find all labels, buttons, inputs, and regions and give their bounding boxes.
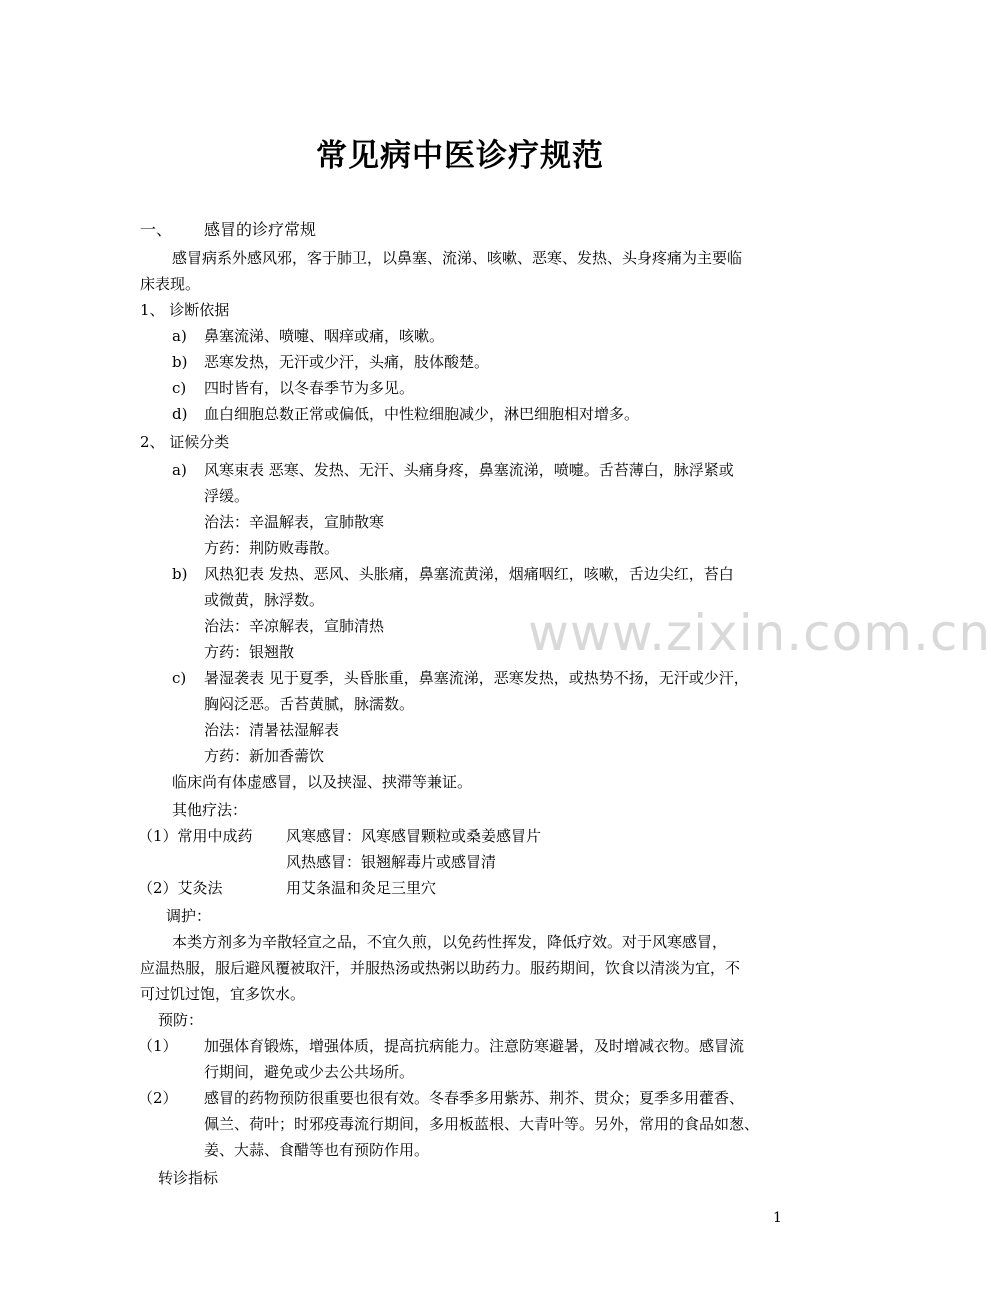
prevention-item: 感冒的药物预防很重要也很有效。冬春季多用紫苏、荆芥、贯众；夏季多用藿香、 [204, 1089, 745, 1107]
watermark: www.zixin.com.cn [528, 604, 991, 662]
paragraph-line: 可过饥过饱，宜多饮水。 [140, 985, 306, 1003]
list-marker: a) [172, 327, 187, 345]
syndrome-description: 暑湿袭表 见于夏季，头昏胀重，鼻塞流涕，恶寒发热，或热势不扬，无汗或少汗， [204, 669, 749, 687]
list-marker: （2） [138, 1089, 178, 1107]
document-title: 常见病中医诊疗规范 [316, 138, 604, 174]
therapy-label: （2）艾灸法 [138, 879, 223, 897]
treatment-method: 治法：清暑祛湿解表 [204, 721, 340, 739]
list-marker: b) [172, 353, 188, 371]
formula: 方药：新加香薷饮 [204, 747, 325, 765]
formula: 方药：荆防败毒散。 [204, 539, 340, 557]
list-item: 恶寒发热，无汗或少汗，头痛，肢体酸楚。 [204, 353, 490, 371]
list-marker: （1） [138, 1037, 178, 1055]
list-marker: a) [172, 461, 187, 479]
list-marker: c) [172, 669, 187, 687]
list-marker: d) [172, 405, 188, 423]
paragraph-line: 应温热服，服后避风覆被取汗，并服热汤或热粥以助药力。服药期间，饮食以清淡为宜，不 [140, 959, 741, 977]
syndrome-description: 或微黄，脉浮数。 [204, 591, 325, 609]
prevention-item: 姜、大蒜、食醋等也有预防作用。 [204, 1141, 430, 1159]
treatment-method: 治法：辛凉解表，宣肺清热 [204, 617, 385, 635]
page-number: 1 [773, 1210, 782, 1226]
section-number: 一、 [140, 220, 173, 239]
other-therapies-heading: 其他疗法： [172, 801, 248, 819]
prevention-item: 行期间，避免或少去公共场所。 [204, 1063, 415, 1081]
list-item: 鼻塞流涕、喷嚏、咽痒或痛，咳嗽。 [204, 327, 445, 345]
list-item: 血白细胞总数正常或偏低，中性粒细胞减少，淋巴细胞相对增多。 [204, 405, 640, 423]
paragraph-line: 床表现。 [140, 275, 201, 293]
clinical-note: 临床尚有体虚感冒，以及挟湿、挟滞等兼证。 [172, 773, 473, 791]
therapy-text: 用艾条温和灸足三里穴 [286, 879, 437, 897]
list-marker: c) [172, 379, 187, 397]
care-heading: 调护： [166, 907, 212, 925]
syndrome-description: 风热犯表 发热、恶风、头胀痛，鼻塞流黄涕，烟痛咽红，咳嗽，舌边尖红，苔白 [204, 565, 734, 583]
treatment-method: 治法：辛温解表，宣肺散寒 [204, 513, 385, 531]
paragraph-line: 本类方剂多为辛散轻宣之品，不宜久煎，以免药性挥发，降低疗效。对于风寒感冒， [172, 933, 728, 951]
syndrome-description: 浮缓。 [204, 487, 250, 505]
prevention-item: 加强体育锻炼，增强体质，提高抗病能力。注意防寒避暑，及时增减衣物。感冒流 [204, 1037, 745, 1055]
therapy-text: 风热感冒：银翘解毒片或感冒清 [286, 853, 497, 871]
syndrome-description: 胸闷泛恶。舌苔黄腻，脉濡数。 [204, 695, 415, 713]
prevention-item: 佩兰、荷叶；时邪疫毒流行期间，多用板蓝根、大青叶等。另外，常用的食品如葱、 [204, 1115, 760, 1133]
list-marker: b) [172, 565, 188, 583]
therapy-text: 风寒感冒：风寒感冒颗粒或桑姜感冒片 [286, 827, 542, 845]
syndrome-heading: 2、 证候分类 [140, 433, 230, 451]
section-title: 感冒的诊疗常规 [204, 220, 317, 239]
prevention-heading: 预防： [158, 1011, 204, 1029]
formula: 方药：银翘散 [204, 643, 295, 661]
referral-heading: 转诊指标 [158, 1169, 219, 1187]
diagnosis-heading: 1、 诊断依据 [140, 301, 230, 319]
paragraph-line: 感冒病系外感风邪，客于肺卫，以鼻塞、流涕、咳嗽、恶寒、发热、头身疼痛为主要临 [172, 249, 743, 267]
therapy-label: （1）常用中成药 [138, 827, 253, 845]
list-item: 四时皆有，以冬春季节为多见。 [204, 379, 415, 397]
syndrome-description: 风寒束表 恶寒、发热、无汗、头痛身疼，鼻塞流涕，喷嚏。舌苔薄白，脉浮紧或 [204, 461, 734, 479]
